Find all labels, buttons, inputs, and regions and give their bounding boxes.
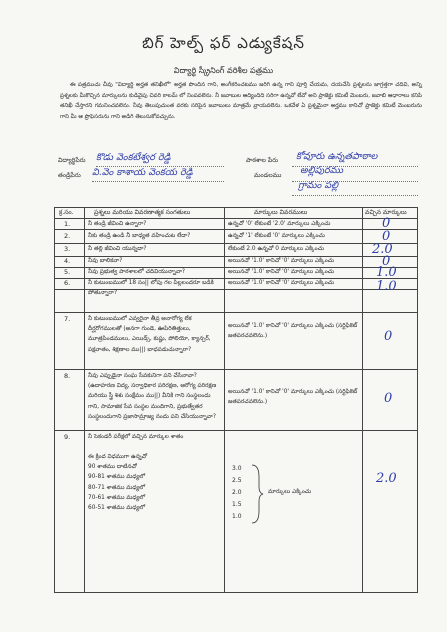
header-marks-obtained: వచ్చిన మార్కులు bbox=[365, 209, 407, 216]
row-question: నీవు ప్రభుత్వ పాఠశాలలో చదివియున్నావా? bbox=[88, 269, 185, 275]
student-name-label: విద్యార్థిపేరు bbox=[58, 157, 86, 164]
row-detail: అయినచో '1.0' కానిచో '0' మార్కులు ఎక్కించు bbox=[228, 280, 335, 286]
row-detail: అయినచో '1.0' కానిచో '0' మార్కులు ఎక్కించు bbox=[228, 258, 335, 264]
marks-scale bbox=[232, 463, 242, 523]
row-question: నీవు బాలికవా? bbox=[88, 258, 123, 264]
form-subtitle: విద్యార్థి స్క్రీనింగ్ వరిశీల పత్రము bbox=[173, 66, 274, 75]
row-serial: 7. bbox=[64, 315, 71, 323]
scale-value: 1.5 bbox=[232, 501, 242, 508]
row-detail: లేకుంటే 2.0 ఉన్నచో 0 మార్కులు ఎక్కించు bbox=[228, 246, 324, 252]
percentage-option: 70-61 శాతము మధ్యలో bbox=[88, 494, 146, 501]
mandal-value[interactable]: అల్లిపురము bbox=[300, 165, 344, 176]
instructions-line: ఆద్యిందిది సరిగా ఉన్నవో లేవో అని ప్రాజెక్టు కమిటీ మెంబరు, జవాబి ఆధారాలు కనిపి తనిఖీ చేస్తారని గమనించవలెను. నీవు తెలుపుచుంత bbox=[60, 92, 422, 110]
percentage-option: 90 శాతము దాటినచో bbox=[88, 464, 137, 471]
row-serial: 4. bbox=[64, 257, 71, 265]
row-question: నీ తండ్రి జీవించి ఉన్నారా? bbox=[88, 221, 147, 227]
percentage-option: 80-71 శాతము మధ్యలో bbox=[88, 484, 146, 491]
header-marks-detail: మార్కులు వివరములు bbox=[254, 209, 308, 216]
row-mark[interactable]: 0 bbox=[382, 216, 391, 231]
row-detail: అయినచో '1.0' కానిచో '0' మార్కులు ఎక్కించు (సర్టిఫికెట్ జతపరచవలెను.) bbox=[228, 389, 358, 406]
percentage-option: 60-51 శాతము మధ్యలో bbox=[88, 505, 146, 512]
scale-value: 3.0 bbox=[232, 465, 242, 472]
instructions-line: ఈ పత్రముచు చీవు "విద్యార్థి అర్హత తనిఖీలో" అర్హత పొందిన గాని, అంగీకరించటము జరిగి ఉన్న గాని పూర్తి చేయమ, bbox=[70, 82, 329, 88]
row-mark[interactable]: 0 bbox=[384, 391, 393, 406]
father-name-value[interactable]: వి.వెం కాశాయ వెంకయ రెడ్డి bbox=[92, 167, 193, 178]
row-mark[interactable]: 0 bbox=[384, 329, 393, 344]
school-name-value[interactable]: కోవూరు ఉన్నతపాఠాల bbox=[296, 151, 378, 162]
row-serial: 5. bbox=[64, 268, 71, 276]
row-question: నీ కుటుంబములో 18 సం|| లోపు గల పిల్లలందరూ బడికి పోతున్నారా? bbox=[88, 280, 214, 297]
row-serial: 9. bbox=[64, 433, 71, 441]
scale-value: 2.0 bbox=[232, 489, 242, 496]
scale-value: 2.5 bbox=[232, 477, 242, 484]
row-question: నీ సెకండరీ పరీక్షలో వచ్చిన మార్కుల శాతం bbox=[88, 434, 184, 440]
row-mark[interactable]: 0 bbox=[382, 229, 391, 244]
percentage-options bbox=[88, 452, 222, 513]
instructions-line: దయచేసి ప్రశ్నలను జాగ్రత్తగా చదివి, అన్ని ప్రశ్నలకు మీకొచ్చిన మార్కులను కుడివైపు చివరి కాలమ్ లో నింపవలెను. నీ జవాబుల bbox=[60, 82, 422, 99]
header-serial: క్ర.సం. bbox=[59, 209, 74, 216]
row-question: నీ తల్లి జీవించి యున్నదా? bbox=[88, 246, 147, 252]
row-question: నీ కుటుంబములో ఎవ్వరైనా తీవ్ర అనారోగ్య లేక దీర్ఘరోగములతో (అనగా గుండె, ఊపిరితిత్తులు, మూత్రపిండములు, ఎయిడ్స్, కుష్టు, పోలియో, క్యాన్సర్, పక్షవాతం, శిక్షణాల ము||) బాధపడుచున్నారా? bbox=[88, 316, 211, 353]
row-mark[interactable]: 1.0 bbox=[376, 279, 397, 294]
father-name-label: తండ్రిపేరు bbox=[58, 172, 81, 179]
row-mark[interactable]: 2.0 bbox=[376, 471, 397, 486]
row-detail: అయినచో '1.0' కానిచో '0' మార్కులు ఎక్కించు bbox=[228, 269, 335, 275]
district-value[interactable]: గ్రామం పల్లి bbox=[298, 180, 339, 191]
header-question: ప్రశ్నలు మరియు వివరణాత్మక సంగతులు bbox=[94, 209, 191, 216]
row-serial: 3. bbox=[64, 245, 71, 253]
student-name-value[interactable]: కొడు వెంకటేశ్వర రెడ్డి bbox=[96, 152, 171, 163]
row-detail: అయినచో '1.0' కానిచో '0' మార్కులు ఎక్కించు (సర్టిఫికెట్ జతపరచవలెను.) bbox=[228, 323, 358, 340]
instructions-line: వరకు సరిపైన జవాబులు మాత్రమే వ్రాయవలెను. ఒకవేళ ఏ ప్రశ్నమైనా అర్హము కానిచో ప్రాజెక్టు కమిటీ మెంబరును గాని మీ ఆ bbox=[60, 103, 422, 120]
row-serial: 2. bbox=[64, 232, 71, 240]
row-mark[interactable]: 1.0 bbox=[376, 265, 397, 280]
row-serial: 6. bbox=[64, 279, 71, 287]
instructions-line: ప్రొఫెసరును గాని అడిగి తెలుసుకోవచ్చును. bbox=[84, 113, 176, 120]
scale-brace bbox=[250, 463, 264, 525]
row-detail: ఉన్నచో '1' లేకుంటే '0' మార్కులు ఎక్కించు bbox=[228, 233, 325, 239]
row-serial: 8. bbox=[64, 372, 71, 380]
form-title: బిగ్ హెల్ప్ ఫర్ ఎడ్యుకేషన్ bbox=[142, 34, 305, 52]
mandal-label: మండలము bbox=[254, 172, 282, 179]
row-question: నీకు తండ్రి ఉండి నీ బాధ్యత వహించుట లేదా? bbox=[88, 233, 191, 239]
percentage-option: ఈ క్రింద విధముగా ఉన్నచో bbox=[88, 454, 148, 460]
row-detail: మార్కులు ఎక్కించు bbox=[268, 489, 312, 495]
school-name-label: పాఠశాల పేరు bbox=[246, 157, 279, 164]
scale-value: 1.0 bbox=[232, 513, 242, 520]
row-serial: 1. bbox=[64, 220, 71, 228]
row-question: నీవు ఎప్పుడైనా సంఘ సేవకునిగా పని చేసినావా? (ఉదాహరణ విద్య, సర్వాధికార పరిరక్షణ, ఆరోగ్య పరిరక్షణ మరియు స్త్రీ శిశు సంక్షేమం ము||) వీనికి గాని సంస్థలందు గాని, సామాజిక సేవ సంస్థల మందిగాని, ప్రభుత్వేతర సంస్థలందుగాని ప్రజాసామ్రాజ్య నందు పని చేసియున్నావా? bbox=[88, 373, 217, 420]
marks-table bbox=[54, 207, 418, 592]
row-mark[interactable]: 0 bbox=[382, 254, 391, 269]
row-detail: ఉన్నచో '0' లేకుంటే '2.0' మార్కులు ఎక్కించు bbox=[228, 221, 331, 227]
percentage-option: 90-81 శాతము మధ్యలో bbox=[88, 474, 146, 481]
instructions-paragraph bbox=[60, 80, 422, 122]
row-mark[interactable]: 2.0 bbox=[372, 242, 393, 257]
